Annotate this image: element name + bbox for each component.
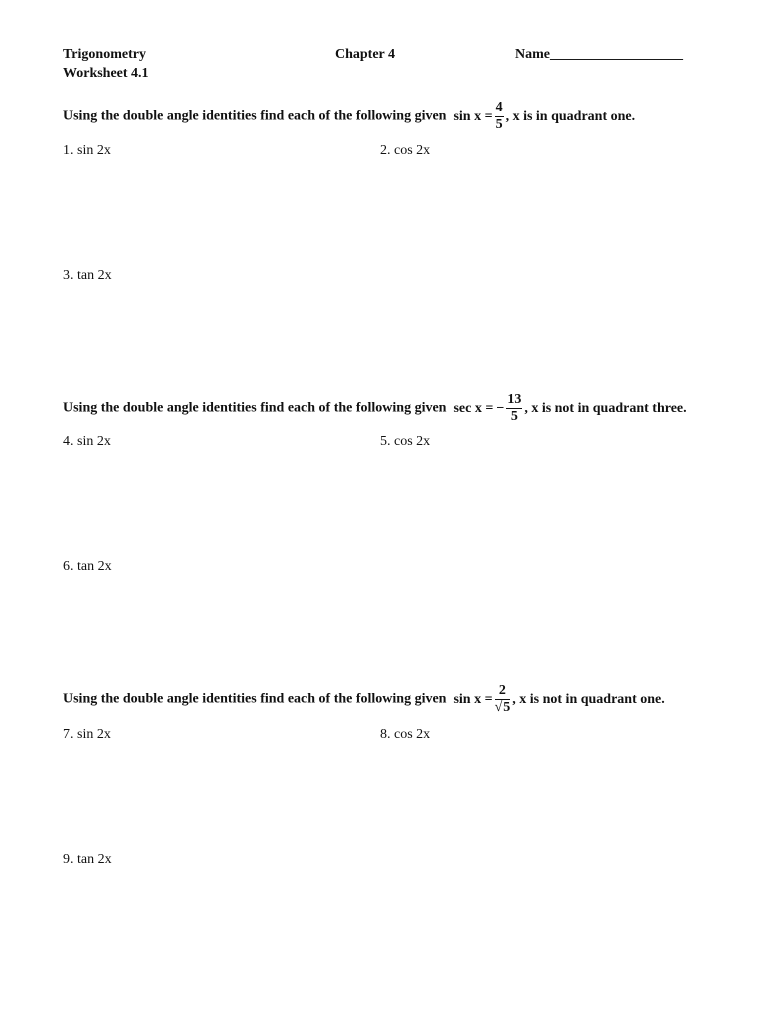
worksheet-title: Worksheet 4.1 xyxy=(63,66,149,81)
fraction xyxy=(506,393,522,424)
given-function: sec x = xyxy=(453,400,494,416)
given-function: sin x = xyxy=(453,108,493,124)
given-condition xyxy=(453,684,664,715)
problem-6: 6. tan 2x xyxy=(63,559,112,574)
name-field[interactable]: Name___________________ xyxy=(515,47,683,62)
chapter-label: Chapter 4 xyxy=(335,47,396,62)
fraction-denominator: 5 xyxy=(510,409,518,424)
instruction-text: Using the double angle identities find each of the following given xyxy=(63,400,447,416)
course-title: Trigonometry xyxy=(63,47,146,62)
radicand: 5 xyxy=(503,700,511,715)
radical-sign: √ xyxy=(494,700,503,715)
problem-7: 7. sin 2x xyxy=(63,727,111,742)
minus-sign: − xyxy=(496,400,505,416)
fraction-denominator: 5 xyxy=(495,117,503,132)
given-condition xyxy=(453,393,686,424)
instruction-text: Using the double angle identities find each of the following given xyxy=(63,108,447,124)
fraction-numerator: 13 xyxy=(507,392,522,407)
condition-text: , x is not in quadrant three. xyxy=(524,400,687,416)
fraction-numerator: 4 xyxy=(495,100,503,115)
fraction-denominator xyxy=(495,700,511,715)
problem-4: 4. sin 2x xyxy=(63,434,111,449)
problem-9: 9. tan 2x xyxy=(63,852,112,867)
instruction-text: Using the double angle identities find each of the following given xyxy=(63,691,447,707)
section-1-instruction xyxy=(63,101,635,132)
section-3-instruction xyxy=(63,684,665,715)
condition-text: , x is not in quadrant one. xyxy=(512,691,665,707)
problem-5: 5. cos 2x xyxy=(380,434,431,449)
problem-3: 3. tan 2x xyxy=(63,268,112,283)
given-condition xyxy=(453,101,635,132)
section-2-instruction xyxy=(63,393,687,424)
condition-text: , x is in quadrant one. xyxy=(505,108,636,124)
problem-2: 2. cos 2x xyxy=(380,143,431,158)
fraction xyxy=(495,684,511,715)
fraction-numerator: 2 xyxy=(495,684,511,700)
fraction xyxy=(495,101,504,132)
problem-8: 8. cos 2x xyxy=(380,727,431,742)
problem-1: 1. sin 2x xyxy=(63,143,111,158)
given-function: sin x = xyxy=(453,691,493,707)
